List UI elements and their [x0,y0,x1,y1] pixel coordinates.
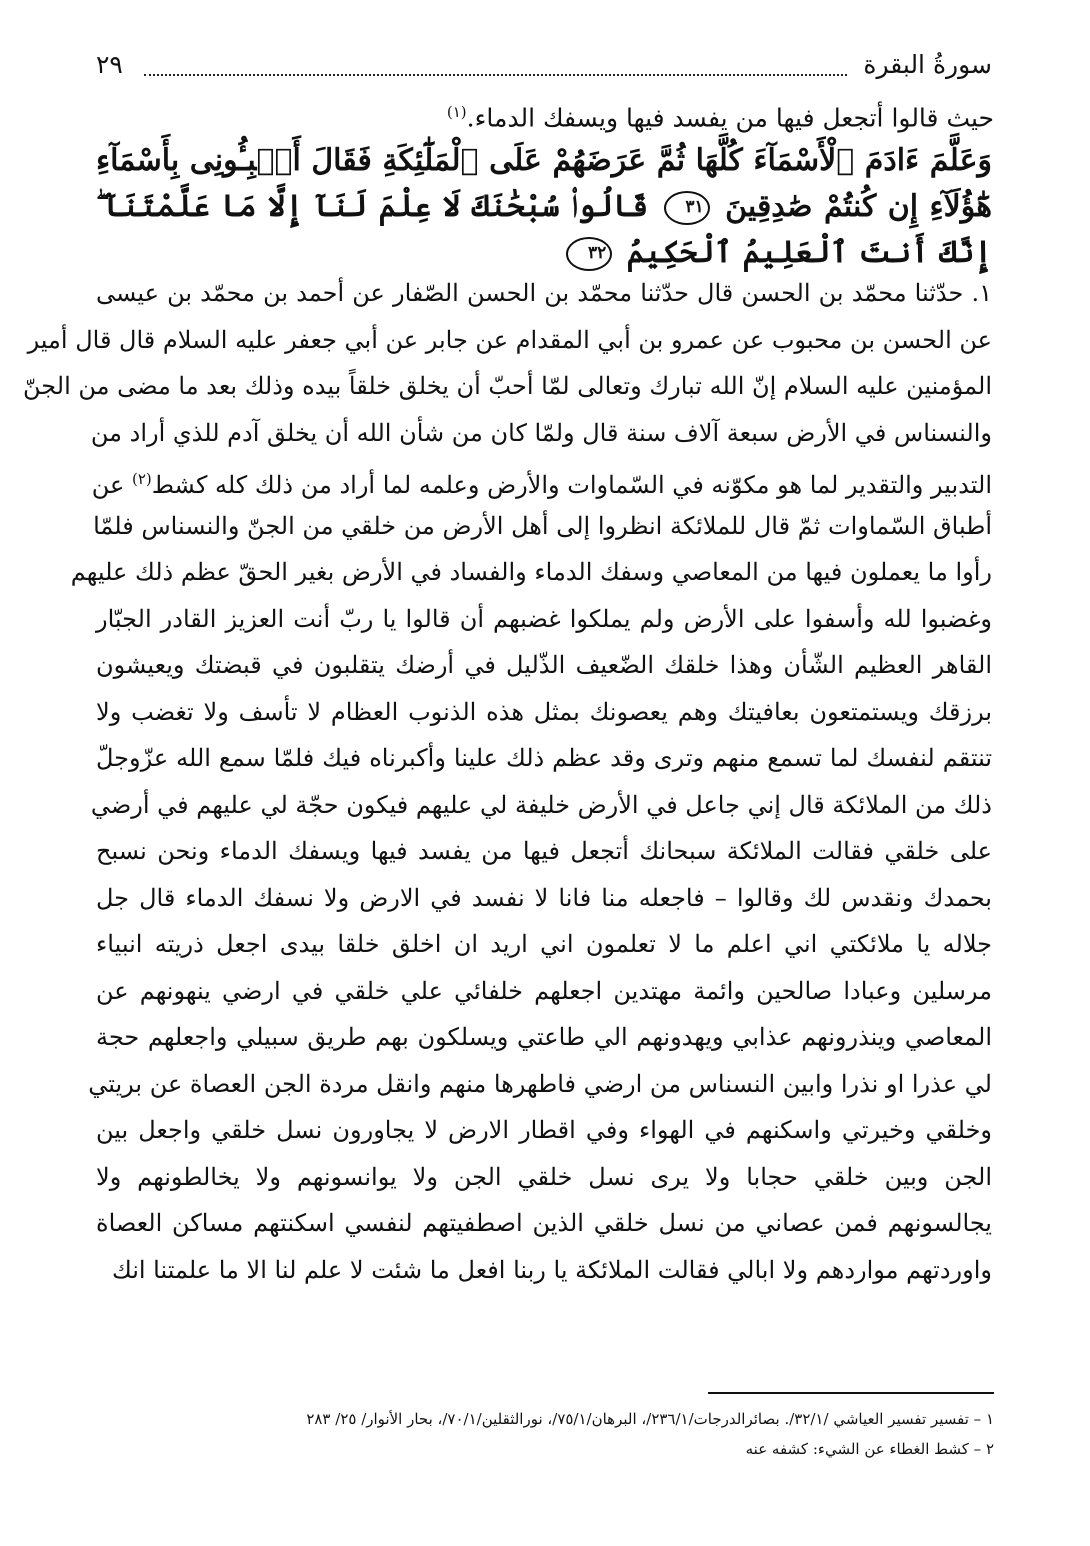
footnotes [98,1404,994,1464]
commentary-body [23,270,993,1293]
body-line: المؤمنين عليه السلام إنّ الله تبارك وتعالى لمّا أحبّ أن يخلق خلقاً بيده وذلك بعد ما مضى من الجنّ [23,372,992,400]
ayah-number-32: ٣٢ [566,237,612,271]
verse-part-2: قَالُوا۟ سُبْحَٰنَكَ لَا عِلْمَ لَنَآ إِلَّا مَا عَلَّمْتَنَآ ۖ إِنَّكَ أَنتَ ٱلْعَلِيمُ ٱلْحَكِيمُ [96,189,992,270]
running-header [96,48,992,84]
body-line: لي عذرا او نذرا وابين النسناس من ارضي فاطهرها منهم وانقل مردة الجن العصاة عن بريتي [88,1069,992,1098]
verse-part-1: وَعَلَّمَ ءَادَمَ ٱلْأَسْمَآءَ كُلَّهَا ثُمَّ عَرَضَهُمْ عَلَى ٱلْمَلَٰٓئِكَةِ فَقَالَ أَنۢبِـُٔونِى بِأَسْمَآءِ هَٰٓؤُلَآءِ إِن كُنتُمْ صَٰدِقِينَ [96,143,993,224]
footnote-2: ٢ – كشط الغطاء عن الشيء: كشفه عنه [745,1440,994,1458]
body-line: جلاله يا ملائكتي اني اعلم ما لا تعلمون اني اريد ان اخلق خلقا بيدى اجعل ذريته انبياء [96,930,992,958]
leader-dots [144,74,847,76]
body-line: وغضبوا لله وأسفوا على الأرض ولم يملكوا غضبهم أن قالوا يا ربّ أنت العزيز القادر الجبّار [96,604,992,633]
body-line-tail: عن [91,471,125,499]
body-line: والنسناس في الأرض سبعة آلاف سنة قال ولمّا كان من شأن الله أن يخلق آدم للذي أراد من [90,418,992,447]
body-line: عن الحسن بن محبوب عن عمرو بن أبي المقدام عن جابر عن أبي جعفر عليه السلام قال قال أمير [27,325,992,354]
ayah-number-31: ٣١ [664,191,710,225]
body-line: واوردتهم مواردهم ولا ابالي فقالت الملائكة يا ربنا افعل ما شئت لا علم لنا الا ما علمتنا انك [111,1255,992,1284]
footnote-divider [708,1392,994,1394]
intro-line [98,92,994,138]
body-line: على خلقي فقالت الملائكة سبحانك أتجعل فيها من يفسد فيها ويسفك الدماء ونحن نسبح [96,837,992,865]
body-line: ١. حدّثنا محمّد بن الحسن قال حدّثنا محمّد بن الحسن الصّفار عن أحمد بن محمّد بن عيسى [96,279,992,307]
body-line: أطباق السّماوات ثمّ قال للملائكة انظروا إلى أهل الأرض من خلقي من الجنّ والنسناس فلمّا [93,511,992,540]
page-number: ٢٩ [96,50,123,79]
body-line-with-ref [91,456,992,503]
body-line: تنتقم لنفسك لما تسمع منهم وترى وقد عظم ذلك علينا وأكبرناه فيك فلمّا سمع الله عزّوجلّ [96,744,992,772]
body-line: وخلقي وخيرتي واسكنهم في الهواء وفي اقطار الارض لا يجاورون نسل خلقي واجعل بين [96,1116,993,1144]
footnote-1: ١ – تفسير تفسير العياشي /٣٢/١/. بصائرالدرجات/٢٣٦/١/، البرهان/٧٥/١/، نورالثقلين/٧٠/١/، بحار الأنوار/ ٢٥/ ٢٨٣ [306,1410,994,1428]
surah-title: سورةُ البقرة [863,50,992,79]
body-line: بحمدك ونقدس لك وقالوا – فاجعله منا فانا لا نفسد في الارض ولا نسفك الدماء قال جل [96,883,992,912]
intro-text: حيث قالوا أتجعل فيها من يفسد فيها ويسفك الدماء. [466,103,994,133]
quran-verse [96,138,992,276]
footnote-ref-2: (٢) [131,470,152,488]
body-line: القاهر العظيم الشّأن وهذا خلقك الضّعيف الذّليل في أرضك يتقلبون في قبضتك ويعيشون [96,651,992,679]
body-line: مرسلين وعبادا صالحين وائمة مهتدين اجعلهم خلفائي علي خلقي في ارضي ينهونهم عن [96,976,992,1005]
body-line: المعاصي وينذرونهم عذابي ويهدونهم الي طاعتي ويسلكون بهم طريق سبيلي واجعلهم حجة [96,1023,992,1051]
body-line: يجالسونهم فمن عصاني من نسل خلقي الذين اصطفيتهم لنفسي اسكنتهم مساكن العصاة [96,1209,992,1237]
footnote-ref-1: (١) [446,103,467,121]
body-line: رأوا ما يعملون فيها من المعاصي وسفك الدماء والفساد في الأرض بغير الحقّ عظم ذلك عليهم [70,558,992,586]
body-line: برزقك ويستمتعون بعافيتك وهم يعصونك بمثل هذه الذنوب العظام لا تأسف ولا تغضب ولا [96,697,992,726]
body-line: الجن وبين خلقي حجابا ولا يرى نسل خلقي الجن ولا يوانسونهم ولا يخالطونهم ولا [96,1162,992,1191]
body-line: ذلك من الملائكة قال إني جاعل في الأرض خليفة لي عليهم فيكون حجّة لي عليهم في أرضي [90,790,992,819]
body-line-text: التدبير والتقدير لما هو مكوّنه في السّماوات والأرض وعلمه لما أراد من ذلك كله كشط [151,471,992,499]
